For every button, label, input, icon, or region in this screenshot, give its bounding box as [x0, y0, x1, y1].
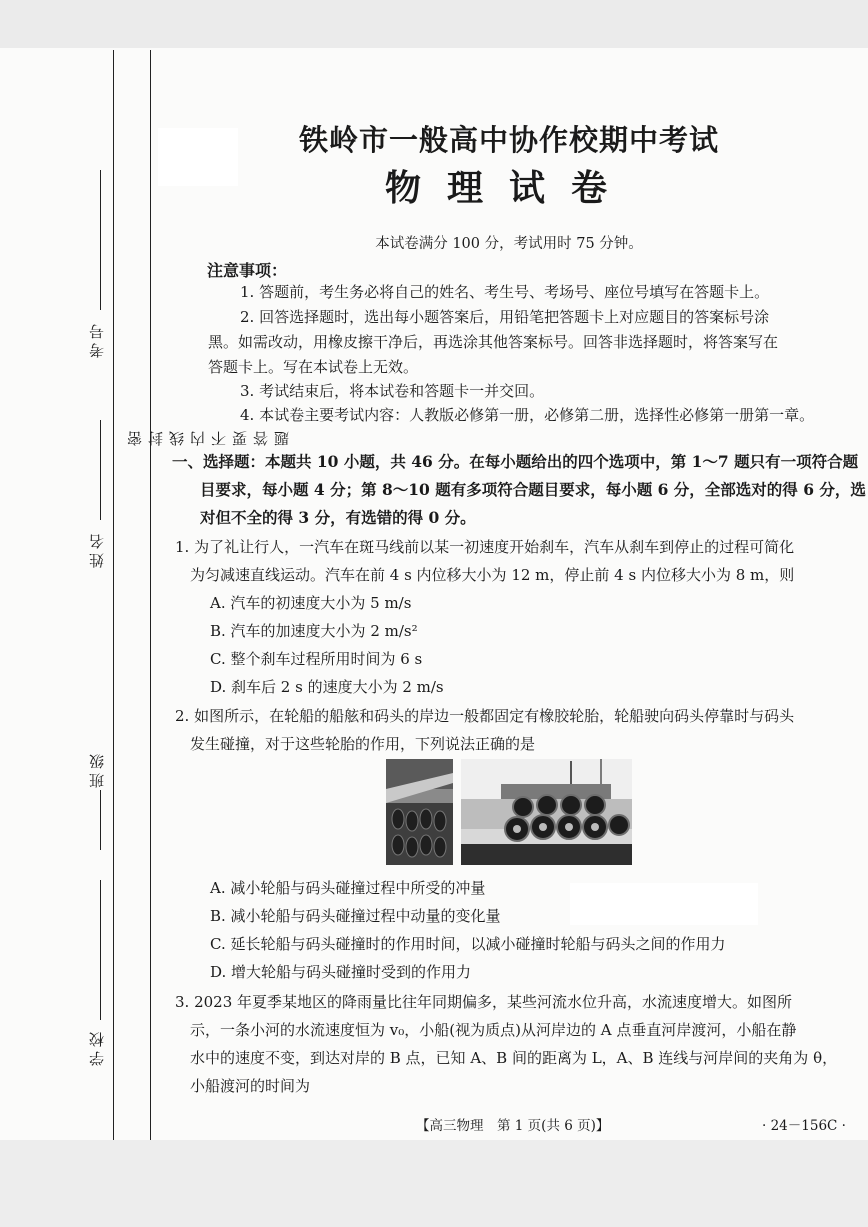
class-label: 班级 — [88, 750, 106, 788]
school-underline — [100, 880, 101, 1020]
school-field[interactable] — [78, 880, 110, 1110]
scan-bottom-border — [0, 1140, 868, 1227]
subject-title: 物理试卷 — [384, 167, 633, 209]
q2-option-a: A. 减小轮船与码头碰撞过程中所受的冲量 — [210, 879, 486, 897]
exam-number-field[interactable] — [78, 170, 110, 370]
exam-number-label: 考号 — [88, 320, 106, 358]
exam-intro: 本试卷满分 100 分，考试用时 75 分钟。 — [375, 236, 643, 252]
ship-tires-illustration — [386, 759, 453, 865]
name-label: 姓名 — [88, 530, 106, 568]
section-heading: 一、选择题：本题共 10 小题，共 46 分。在每小题给出的四个选项中，第 1～7 题只有一项符合题 — [172, 452, 859, 471]
q1-stem: 1. 为了礼让行人，一汽车在斑马线前以某一初速度开始刹车，汽车从刹车到停止的过程可简化 — [175, 538, 795, 556]
name-field[interactable] — [78, 420, 110, 620]
exam-number-underline — [100, 170, 101, 310]
seal-char: 密 — [126, 431, 144, 446]
class-underline — [100, 790, 101, 850]
exam-code: · 24－156C · — [762, 1118, 846, 1134]
class-field[interactable] — [78, 650, 110, 850]
q3-stem: 示，一条小河的水流速度恒为 v₀，小船(视为质点)从河岸边的 A 点垂直河岸渡河，小船在静 — [190, 1021, 797, 1039]
section-heading: 目要求，每小题 4 分；第 8～10 题有多项符合题目要求，每小题 6 分，全部选对的得 6 分，选 — [200, 480, 866, 499]
q1-option-d: D. 刹车后 2 s 的速度大小为 2 m/s — [210, 678, 444, 696]
q1-option-c: C. 整个刹车过程所用时间为 6 s — [210, 650, 423, 668]
notice-line: 1. 答题前，考生务必将自己的姓名、考生号、考场号、座位号填写在答题卡上。 — [240, 283, 770, 301]
binding-line — [150, 50, 151, 1140]
notice-line: 3. 考试结束后，将本试卷和答题卡一并交回。 — [240, 382, 545, 400]
q2-option-d: D. 增大轮船与码头碰撞时受到的作用力 — [210, 963, 472, 981]
dock-tires-photo — [461, 759, 632, 865]
redacted-area — [570, 883, 758, 925]
seal-char: 封 — [147, 431, 165, 446]
q1-option-b: B. 汽车的加速度大小为 2 m/s² — [210, 622, 418, 640]
binding-line — [113, 50, 114, 1140]
seal-char: 线 — [168, 431, 186, 446]
q3-stem: 小船渡河的时间为 — [190, 1077, 311, 1095]
section-heading: 对但不全的得 3 分，有选错的得 0 分。 — [200, 508, 476, 527]
q2-stem: 2. 如图所示，在轮船的船舷和码头的岸边一般都固定有橡胶轮胎，轮船驶向码头停靠时与码头 — [175, 707, 795, 725]
q3-stem: 3. 2023 年夏季某地区的降雨量比往年同期偏多，某些河流水位升高，水流速度增大。如图所 — [175, 993, 793, 1011]
notice-line: 2. 回答选择题时，选出每小题答案后，用铅笔把答题卡上对应题目的答案标号涂 — [240, 308, 770, 326]
notice-line: 黑。如需改动，用橡皮擦干净后，再选涂其他答案标号。回答非选择题时，将答案写在 — [208, 333, 779, 351]
school-label: 学校 — [88, 1028, 106, 1066]
notice-line: 答题卡上。写在本试卷上无效。 — [208, 358, 419, 376]
seal-char: 要 — [231, 431, 249, 446]
seal-char: 题 — [273, 431, 291, 446]
seal-char: 答 — [252, 431, 270, 446]
q2-option-b: B. 减小轮船与码头碰撞过程中动量的变化量 — [210, 907, 501, 925]
q3-stem: 水中的速度不变，到达对岸的 B 点，已知 A、B 间的距离为 L，A、B 连线与河岸间的夹角为 θ， — [190, 1049, 838, 1067]
q1-stem: 为匀减速直线运动。汽车在前 4 s 内位移大小为 12 m，停止前 4 s 内位移大小为 8 m，则 — [190, 566, 795, 584]
q2-option-c: C. 延长轮船与码头碰撞时的作用时间，以减小碰撞时轮船与码头之间的作用力 — [210, 935, 726, 953]
scan-top-border — [0, 0, 868, 48]
q2-stem: 发生碰撞，对于这些轮胎的作用，下列说法正确的是 — [190, 735, 536, 753]
name-underline — [100, 420, 101, 520]
exam-title: 铁岭市一般高中协作校期中考试 — [298, 123, 719, 157]
dock-tires-illustration — [461, 759, 632, 865]
notice-heading: 注意事项： — [207, 261, 288, 280]
q1-option-a: A. 汽车的初速度大小为 5 m/s — [210, 594, 412, 612]
seal-char: 不 — [210, 431, 228, 446]
ship-tires-photo — [386, 759, 453, 865]
notice-line: 4. 本试卷主要考试内容：人教版必修第一册，必修第二册，选择性必修第一册第一章。 — [240, 406, 815, 424]
page-footer: 【高三物理 第 1 页(共 6 页)】 — [416, 1118, 610, 1134]
seal-char: 内 — [189, 431, 207, 446]
